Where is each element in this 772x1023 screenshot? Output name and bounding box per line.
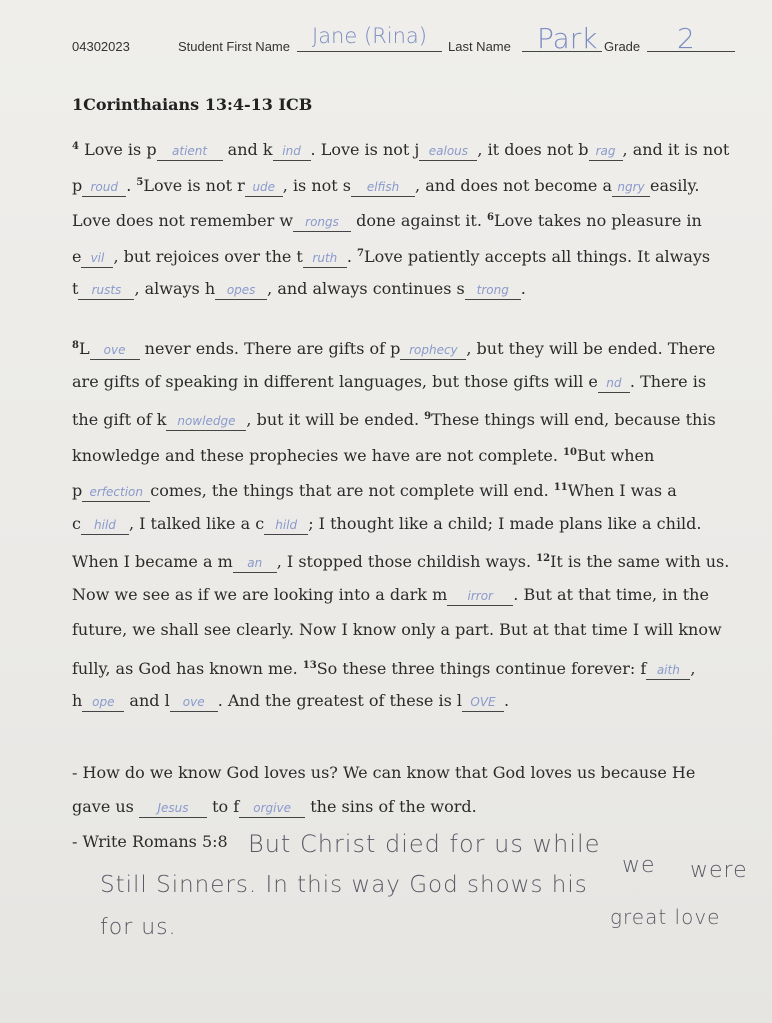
text-fragment: done against it. <box>351 211 488 230</box>
text-fragment: comes, the things that are not complete will end. <box>150 481 554 500</box>
text-fragment: , I talked like a c <box>128 513 265 533</box>
question-answer-line <box>72 790 752 824</box>
text-fragment: , but they will be ended. There <box>466 339 716 358</box>
text-fragment: , always h <box>134 279 216 298</box>
text-fragment: and l <box>124 691 170 710</box>
answer-blank[interactable]: aith <box>646 661 690 680</box>
verse-number: 12 <box>536 553 551 564</box>
answer-blank[interactable]: erfection <box>82 483 150 502</box>
text-fragment: future, we shall see clearly. Now I know only a part. But at that time I will know <box>72 620 722 639</box>
answer-blank[interactable]: ruth <box>303 249 347 268</box>
text-line <box>72 506 752 542</box>
handwritten-word: we <box>622 853 656 878</box>
handwritten-answer-line-4: for us. <box>100 915 177 940</box>
text-fragment: . But at that time, in the <box>513 584 709 604</box>
text-fragment: never ends. There are gifts of p <box>139 339 401 358</box>
answer-blank[interactable]: roud <box>82 178 126 197</box>
verse-number: 10 <box>563 446 577 458</box>
text-fragment: , and it is not <box>622 140 730 159</box>
paragraph-verses-4-7 <box>72 129 752 307</box>
answer-blank[interactable]: orgive <box>239 799 305 818</box>
first-name-label: Student First Name <box>178 39 290 54</box>
answer-blank[interactable]: ealous <box>419 142 477 161</box>
handwritten-answer-line-2: Still Sinners. In this way God shows his <box>100 872 588 898</box>
text-fragment: When I was a <box>567 481 677 500</box>
text-line <box>72 435 752 471</box>
text-line <box>72 236 752 272</box>
text-fragment: t <box>72 279 79 298</box>
question-how-god-loves: - How do we know God loves us? We can know that God loves us because He <box>72 763 696 782</box>
text-fragment: p <box>72 481 83 500</box>
text-fragment: But when <box>576 445 655 465</box>
text-fragment: Love is p <box>84 140 157 159</box>
answer-blank[interactable]: OVE <box>462 693 504 712</box>
passage-title: 1Corinthaians 13:4-13 ICB <box>72 95 313 114</box>
answer-blank[interactable]: nowledge <box>166 412 246 431</box>
text-line <box>72 328 752 364</box>
romans-prompt: - Write Romans 5:8 <box>72 832 228 851</box>
text-fragment: . Love is not j <box>310 140 420 159</box>
text-fragment: p <box>72 175 83 195</box>
last-name-value: Park <box>537 22 598 55</box>
handwritten-answer-line-1: But Christ died for us while <box>248 830 601 858</box>
verse-number: 9 <box>424 411 432 422</box>
verse-number: 11 <box>553 482 568 493</box>
text-fragment: to f <box>206 797 240 816</box>
text-fragment: , and does not become a <box>415 175 613 195</box>
answer-blank[interactable]: nd <box>598 374 630 393</box>
verse-number: 6 <box>487 212 494 223</box>
first-name-value: Jane (Rina) <box>312 24 427 48</box>
answer-blank[interactable]: trong <box>465 281 521 300</box>
text-fragment: L <box>78 339 90 358</box>
answer-blank[interactable]: rophecy <box>400 341 466 360</box>
text-fragment: , and always continues s <box>267 279 465 298</box>
answer-blank[interactable]: ngry <box>612 178 650 197</box>
text-line <box>72 470 752 506</box>
text-fragment: h <box>72 691 83 710</box>
text-fragment: Love takes no pleasure in <box>494 211 702 230</box>
verse-number: 13 <box>302 659 317 671</box>
text-fragment: When I became a m <box>72 552 233 571</box>
answer-blank[interactable]: ope <box>82 693 124 712</box>
text-fragment: ; I thought like a child; I made plans like a child. <box>308 513 702 533</box>
text-fragment: are gifts of speaking in different languages, but those gifts will e <box>72 371 598 391</box>
text-fragment: It is the same with us. <box>550 552 730 571</box>
text-fragment: easily. <box>650 175 700 195</box>
text-fragment: . <box>346 246 358 266</box>
text-line <box>72 129 752 165</box>
answer-blank[interactable]: vil <box>81 249 113 268</box>
text-line <box>72 612 752 648</box>
text-fragment: gave us <box>72 797 139 816</box>
text-fragment: These things will end, because this <box>431 410 716 429</box>
text-fragment: the gift of k <box>72 410 167 429</box>
text-fragment: , but rejoices over the t <box>113 246 303 266</box>
handwritten-answer-line-3: great love <box>610 905 721 929</box>
text-line <box>72 271 752 307</box>
text-fragment: the sins of the word. <box>305 797 477 816</box>
answer-blank[interactable]: an <box>233 554 277 573</box>
answer-blank[interactable]: rag <box>589 142 623 161</box>
paragraph-verses-8-13 <box>72 328 752 719</box>
text-fragment: . And the greatest of these is l <box>217 691 462 710</box>
text-fragment: Love patiently accepts all things. It always <box>364 246 711 266</box>
text-fragment: fully, as God has known me. <box>72 658 303 678</box>
text-line <box>72 165 752 201</box>
text-line <box>72 399 752 435</box>
answer-blank[interactable]: elfish <box>351 178 415 197</box>
text-fragment: Love does not remember w <box>72 211 294 230</box>
text-fragment: . <box>520 279 526 298</box>
student-header <box>72 22 742 60</box>
answer-blank[interactable]: Jesus <box>139 799 207 818</box>
text-fragment: . <box>504 691 510 710</box>
verse-number: 5 <box>136 176 144 188</box>
text-fragment: . There is <box>629 371 707 391</box>
grade-label: Grade <box>604 39 641 54</box>
text-line <box>72 541 752 577</box>
answer-blank[interactable]: atient <box>157 142 223 161</box>
first-name-line <box>297 51 442 52</box>
answer-blank[interactable]: hild <box>264 516 308 535</box>
answer-blank[interactable]: ind <box>273 142 311 161</box>
text-fragment: Now we see as if we are looking into a dark m <box>72 584 448 604</box>
answer-blank[interactable]: ove <box>170 693 218 712</box>
answer-blank[interactable]: ude <box>245 178 283 197</box>
text-fragment: c <box>72 513 81 533</box>
text-fragment: knowledge and these prophecies we have are not complete. <box>72 445 564 465</box>
last-name-label: Last Name <box>448 39 511 54</box>
verse-number: 7 <box>357 247 364 259</box>
handwritten-word: were <box>690 858 748 883</box>
verse-number: 8 <box>72 340 79 351</box>
text-line <box>72 683 752 719</box>
answer-blank[interactable]: hild <box>81 516 129 535</box>
text-fragment: So these three things continue forever: f <box>316 658 647 678</box>
text-fragment: , it does not b <box>477 140 589 159</box>
text-fragment: , is not s <box>282 175 352 195</box>
answer-blank[interactable]: opes <box>215 281 267 300</box>
grade-value: 2 <box>677 22 695 55</box>
text-line <box>72 577 752 613</box>
text-fragment: , <box>690 658 696 678</box>
answer-blank[interactable]: rongs <box>293 213 351 232</box>
answer-blank[interactable]: ove <box>90 341 140 360</box>
verse-number: 4 <box>72 141 79 152</box>
text-line <box>72 200 752 236</box>
text-line <box>72 648 752 684</box>
worksheet-code: 04302023 <box>72 39 130 54</box>
text-fragment: and k <box>222 140 273 159</box>
text-fragment: , but it will be ended. <box>246 410 425 429</box>
answer-blank[interactable]: rusts <box>78 281 134 300</box>
text-fragment: . <box>126 175 137 195</box>
text-line <box>72 364 752 400</box>
text-fragment: Love is not r <box>143 175 245 195</box>
answer-blank[interactable]: irror <box>447 587 513 606</box>
text-fragment: , I stopped those childish ways. <box>276 552 537 571</box>
text-fragment: e <box>72 246 82 266</box>
